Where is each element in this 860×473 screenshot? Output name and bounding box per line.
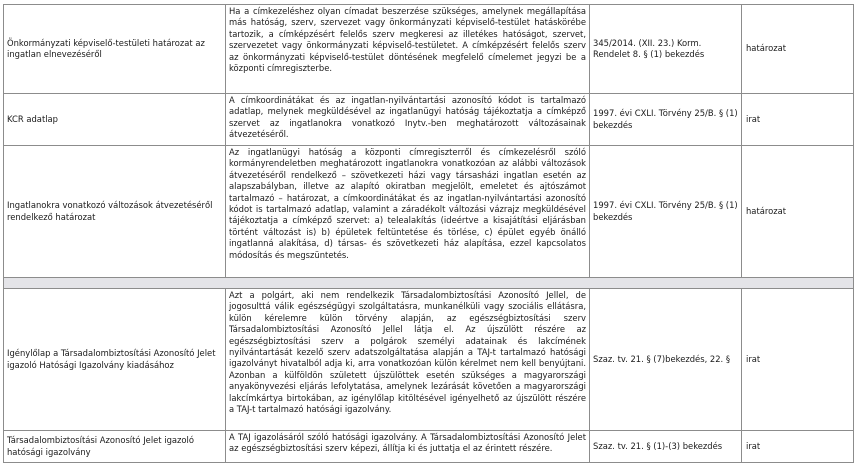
document-type: irat — [742, 289, 854, 431]
document-description: Ha a címkezeléshez olyan címadat beszerzése szükséges, amelynek megállapítása más hatóság, szerv, szervezet vagy önkormányzati képviselő-testület hatáskörébe tartozik, a címképzésért felelős szerv megkeresi az illetékes hatóságot, szervet, szervezetet vagy önkormányzati képviselő-testületet. A címképzésért felelős szerv az önkormányzati képviselő-testület döntésének megfelelő címelemet jegyzi be a központi címregiszterbe. — [226, 5, 590, 94]
document-type: határozat — [742, 5, 854, 94]
table-row — [4, 94, 854, 146]
legal-basis: 1997. évi CXLI. Törvény 25/B. § (1) bekezdés — [590, 146, 742, 278]
document-name: Igénylőlap a Társadalombiztosítási Azonosító Jelet igazoló Hatósági Igazolvány kiadásához — [4, 289, 226, 431]
document-description: Az ingatlanügyi hatóság a központi címregiszterről és címkezelésről szóló kormányrendeletben meghatározott ingatlanokra vonatkozóan az alábbi változások átvezetéséről rendelkező – szövetkezeti házi vagy társasházi ingatlan esetén az alapszabályban, illetve az alapító okiratban megjelölt, emeletet és ajtószámot tartalmazó – határozat, a címkoordinátákat és az ingatlan-nyilvántartási azonosító kódot is tartalmazó adatlap, valamint a záradékolt változási vázrajz megküldésével tájékoztatja a címképző szervet: a) telealakítás (ideértve a kisajátítási eljárásban történt változást is) b) épületek feltüntetése és törlése, c) épület egyéb önálló ingatlanná alakítása, d) társas- és szövetkezeti ház alapítása, ezzel kapcsolatos módosítás és megszüntetés. — [226, 146, 590, 278]
document-type: irat — [742, 94, 854, 146]
section-separator — [4, 278, 854, 289]
legal-basis: Szaz. tv. 21. § (1)-(3) bekezdés — [590, 431, 742, 463]
document-name: Önkormányzati képviselő-testületi határozat az ingatlan elnevezéséről — [4, 5, 226, 94]
table-row — [4, 431, 854, 463]
document-name: Ingatlanokra vonatkozó változások átvezetéséről rendelkező határozat — [4, 146, 226, 278]
document-table — [3, 4, 854, 463]
document-type: határozat — [742, 146, 854, 278]
legal-basis: Szaz. tv. 21. § (7)bekezdés, 22. § — [590, 289, 742, 431]
document-description: A címkoordinátákat és az ingatlan-nyilvántartási azonosító kódot is tartalmazó adatlap, melynek megküldésével az ingatlanügyi hatóság tájékoztatja a címképző szervet az ingatlanokra vonatkozó Inytv.-ben meghatározott változásainak átvezetéséről. — [226, 94, 590, 146]
document-description: Azt a polgárt, aki nem rendelkezik Társadalombiztosítási Azonosító Jellel, de jogosulttá válik egészségügyi szolgáltatásra, munkanélküli vagy szociális ellátásra, külön kérelemre külön törvény alapján, az egészségbiztosítási szerv Társadalombiztosítási Azonosító Jellel látja el. Az újszülött részére az egészségbiztosítási szerv a polgárok személyi adatainak és lakcímének nyilvántartását kezelő szerv adatszolgáltatása alapján a TAJ-t tartalmazó hatósági igazolványt hivatalból adja ki, arra vonatkozóan külön kérelmet nem kell benyújtani. Azonban a külföldön született újszülöttek esetén szükséges a magyarországi anyakönyvezési eljárás lefolytatása, amelynek lezárását követően a magyarországi lakcímkártya birtokában, az igénylőlap kitöltésével igényelhető az újszülött részére a TAJ-t tartalmazó hatósági igazolvány. — [226, 289, 590, 431]
legal-basis: 1997. évi CXLI. Törvény 25/B. § (1) bekezdés — [590, 94, 742, 146]
document-name: Társadalombiztosítási Azonosító Jelet igazoló hatósági igazolvány — [4, 431, 226, 463]
document-type: irat — [742, 431, 854, 463]
table-row — [4, 289, 854, 431]
table-row — [4, 146, 854, 278]
separator-cell — [4, 278, 854, 289]
legal-basis: 345/2014. (XII. 23.) Korm. Rendelet 8. § (1) bekezdés — [590, 5, 742, 94]
document-name: KCR adatlap — [4, 94, 226, 146]
table-row — [4, 5, 854, 94]
document-description: A TAJ igazolásáról szóló hatósági igazolvány. A Társadalombiztosítási Azonosító Jelet az egészségbiztosítási szerv képezi, állítja ki és juttatja el az érintett részére. — [226, 431, 590, 463]
